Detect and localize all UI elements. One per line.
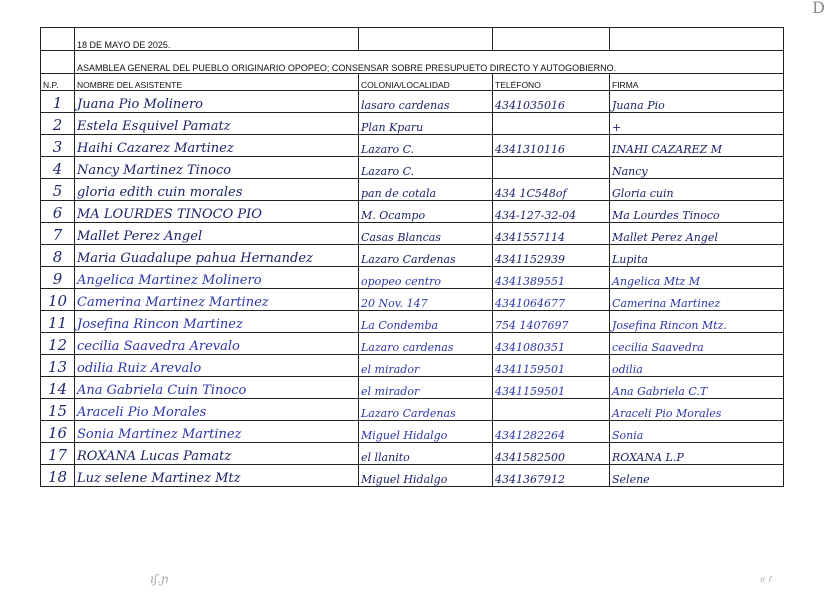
table-row: [41, 157, 784, 179]
attendee-signature: odilia: [610, 355, 784, 377]
row-number: 12: [41, 333, 75, 355]
attendee-signature: Araceli Pio Morales: [610, 399, 784, 421]
attendee-colonia: pan de cotala: [359, 179, 493, 201]
attendee-phone: 4341035016: [493, 91, 610, 113]
attendee-phone: 4341282264: [493, 421, 610, 443]
row-number: 13: [41, 355, 75, 377]
attendee-phone: 4341159501: [493, 355, 610, 377]
attendee-name: ROXANA Lucas Pamatz: [75, 443, 359, 465]
table-row: [41, 289, 784, 311]
attendee-colonia: Plan Kparu: [359, 113, 493, 135]
attendee-phone: [493, 399, 610, 421]
table-row: [41, 399, 784, 421]
table-row: [41, 421, 784, 443]
table-row: [41, 91, 784, 113]
attendee-signature: INAHI CAZAREZ M: [610, 135, 784, 157]
attendee-colonia: Lazaro C.: [359, 157, 493, 179]
row-number: 7: [41, 223, 75, 245]
attendee-phone: 754 1407697: [493, 311, 610, 333]
attendee-colonia: Lazaro Cardenas: [359, 399, 493, 421]
attendee-name: Araceli Pio Morales: [75, 399, 359, 421]
attendee-name: Juana Pio Molinero: [75, 91, 359, 113]
row-number: 16: [41, 421, 75, 443]
attendee-colonia: M. Ocampo: [359, 201, 493, 223]
attendee-signature: Gloria cuin: [610, 179, 784, 201]
attendee-signature: Nancy: [610, 157, 784, 179]
attendee-signature: Juana Pio: [610, 91, 784, 113]
attendee-name: Nancy Martinez Tinoco: [75, 157, 359, 179]
col-name: NOMBRE DEL ASISTENTE: [75, 74, 359, 91]
attendee-name: Angelica Martinez Molinero: [75, 267, 359, 289]
attendee-phone: [493, 157, 610, 179]
column-header-row: [41, 74, 784, 91]
table-row: [41, 113, 784, 135]
table-row: [41, 355, 784, 377]
attendee-colonia: La Condemba: [359, 311, 493, 333]
attendee-phone: 4341152939: [493, 245, 610, 267]
attendee-name: gloria edith cuin morales: [75, 179, 359, 201]
attendee-rows: [41, 91, 784, 487]
table-row: [41, 333, 784, 355]
attendee-name: Ana Gabriela Cuin Tinoco: [75, 377, 359, 399]
table-row: [41, 245, 784, 267]
table-row: [41, 179, 784, 201]
col-np: N.P.: [41, 74, 75, 91]
date-text: 18 DE MAYO DE 2025.: [75, 28, 359, 51]
attendee-name: Mallet Perez Angel: [75, 223, 359, 245]
attendee-name: Maria Guadalupe pahua Hernandez: [75, 245, 359, 267]
attendee-phone: 4341582500: [493, 443, 610, 465]
attendee-name: Sonia Martinez Martinez: [75, 421, 359, 443]
row-number: 8: [41, 245, 75, 267]
attendee-colonia: Casas Blancas: [359, 223, 493, 245]
attendee-colonia: Lazaro C.: [359, 135, 493, 157]
attendance-table: [40, 27, 784, 487]
table-row: [41, 443, 784, 465]
stray-mark: ıʃ.ɲ: [150, 572, 169, 586]
attendee-name: Estela Esquivel Pamatz: [75, 113, 359, 135]
attendee-signature: Ma Lourdes Tinoco: [610, 201, 784, 223]
col-colonia: COLONIA/LOCALIDAD: [359, 74, 493, 91]
attendee-name: Camerina Martinez Martinez: [75, 289, 359, 311]
attendee-signature: Ana Gabriela C.T: [610, 377, 784, 399]
attendee-colonia: el mirador: [359, 355, 493, 377]
attendee-colonia: opopeo centro: [359, 267, 493, 289]
row-number: 11: [41, 311, 75, 333]
row-number: 18: [41, 465, 75, 487]
title-row: [41, 51, 784, 74]
attendee-colonia: el llanito: [359, 443, 493, 465]
attendee-colonia: lasaro cardenas: [359, 91, 493, 113]
attendee-signature: Camerina Martinez: [610, 289, 784, 311]
attendee-colonia: Lazaro cardenas: [359, 333, 493, 355]
row-number: 15: [41, 399, 75, 421]
row-number: 2: [41, 113, 75, 135]
row-number: 10: [41, 289, 75, 311]
attendee-name: MA LOURDES TINOCO PIO: [75, 201, 359, 223]
attendee-name: odilia Ruiz Arevalo: [75, 355, 359, 377]
attendee-signature: Josefina Rincon Mtz.: [610, 311, 784, 333]
row-number: 14: [41, 377, 75, 399]
table-row: [41, 135, 784, 157]
attendee-phone: 4341389551: [493, 267, 610, 289]
attendee-signature: Sonia: [610, 421, 784, 443]
attendee-phone: 434 1C548of: [493, 179, 610, 201]
attendee-colonia: 20 Nov. 147: [359, 289, 493, 311]
table-row: [41, 267, 784, 289]
attendee-name: cecilia Saavedra Arevalo: [75, 333, 359, 355]
table-row: [41, 223, 784, 245]
attendee-signature: ROXANA L.P: [610, 443, 784, 465]
row-number: 4: [41, 157, 75, 179]
attendee-phone: 434-127-32-04: [493, 201, 610, 223]
col-firma: FIRMA: [610, 74, 784, 91]
attendee-signature: +: [610, 113, 784, 135]
row-number: 6: [41, 201, 75, 223]
attendee-phone: 4341080351: [493, 333, 610, 355]
row-number: 3: [41, 135, 75, 157]
attendee-phone: 4341064677: [493, 289, 610, 311]
table-row: [41, 201, 784, 223]
attendee-signature: Mallet Perez Angel: [610, 223, 784, 245]
row-number: 1: [41, 91, 75, 113]
attendee-name: Josefina Rincon Martinez: [75, 311, 359, 333]
assembly-title: ASAMBLEA GENERAL DEL PUEBLO ORIGINARIO OPOPEO; CONSENSAR SOBRE PRESUPUETO DIRECTO Y AUTOGOBIERNO.: [75, 51, 784, 74]
attendee-phone: 4341557114: [493, 223, 610, 245]
table-row: [41, 377, 784, 399]
col-telefono: TELÉFONO: [493, 74, 610, 91]
date-row: [41, 28, 784, 51]
attendee-phone: [493, 113, 610, 135]
attendee-signature: Lupita: [610, 245, 784, 267]
table-row: [41, 311, 784, 333]
attendee-signature: cecilia Saavedra: [610, 333, 784, 355]
row-number: 5: [41, 179, 75, 201]
row-number: 17: [41, 443, 75, 465]
attendee-colonia: el mirador: [359, 377, 493, 399]
corner-mark: D: [812, 0, 825, 17]
attendee-signature: Angelica Mtz M: [610, 267, 784, 289]
stray-mark: ᵍ ᶠ: [760, 574, 772, 588]
table-row: [41, 465, 784, 487]
attendee-phone: 4341159501: [493, 377, 610, 399]
row-number: 9: [41, 267, 75, 289]
attendee-colonia: Miguel Hidalgo: [359, 421, 493, 443]
attendee-phone: 4341367912: [493, 465, 610, 487]
attendee-signature: Selene: [610, 465, 784, 487]
attendee-name: Haihi Cazarez Martinez: [75, 135, 359, 157]
attendee-phone: 4341310116: [493, 135, 610, 157]
attendee-colonia: Miguel Hidalgo: [359, 465, 493, 487]
attendee-name: Luz selene Martinez Mtz: [75, 465, 359, 487]
attendee-colonia: Lazaro Cardenas: [359, 245, 493, 267]
